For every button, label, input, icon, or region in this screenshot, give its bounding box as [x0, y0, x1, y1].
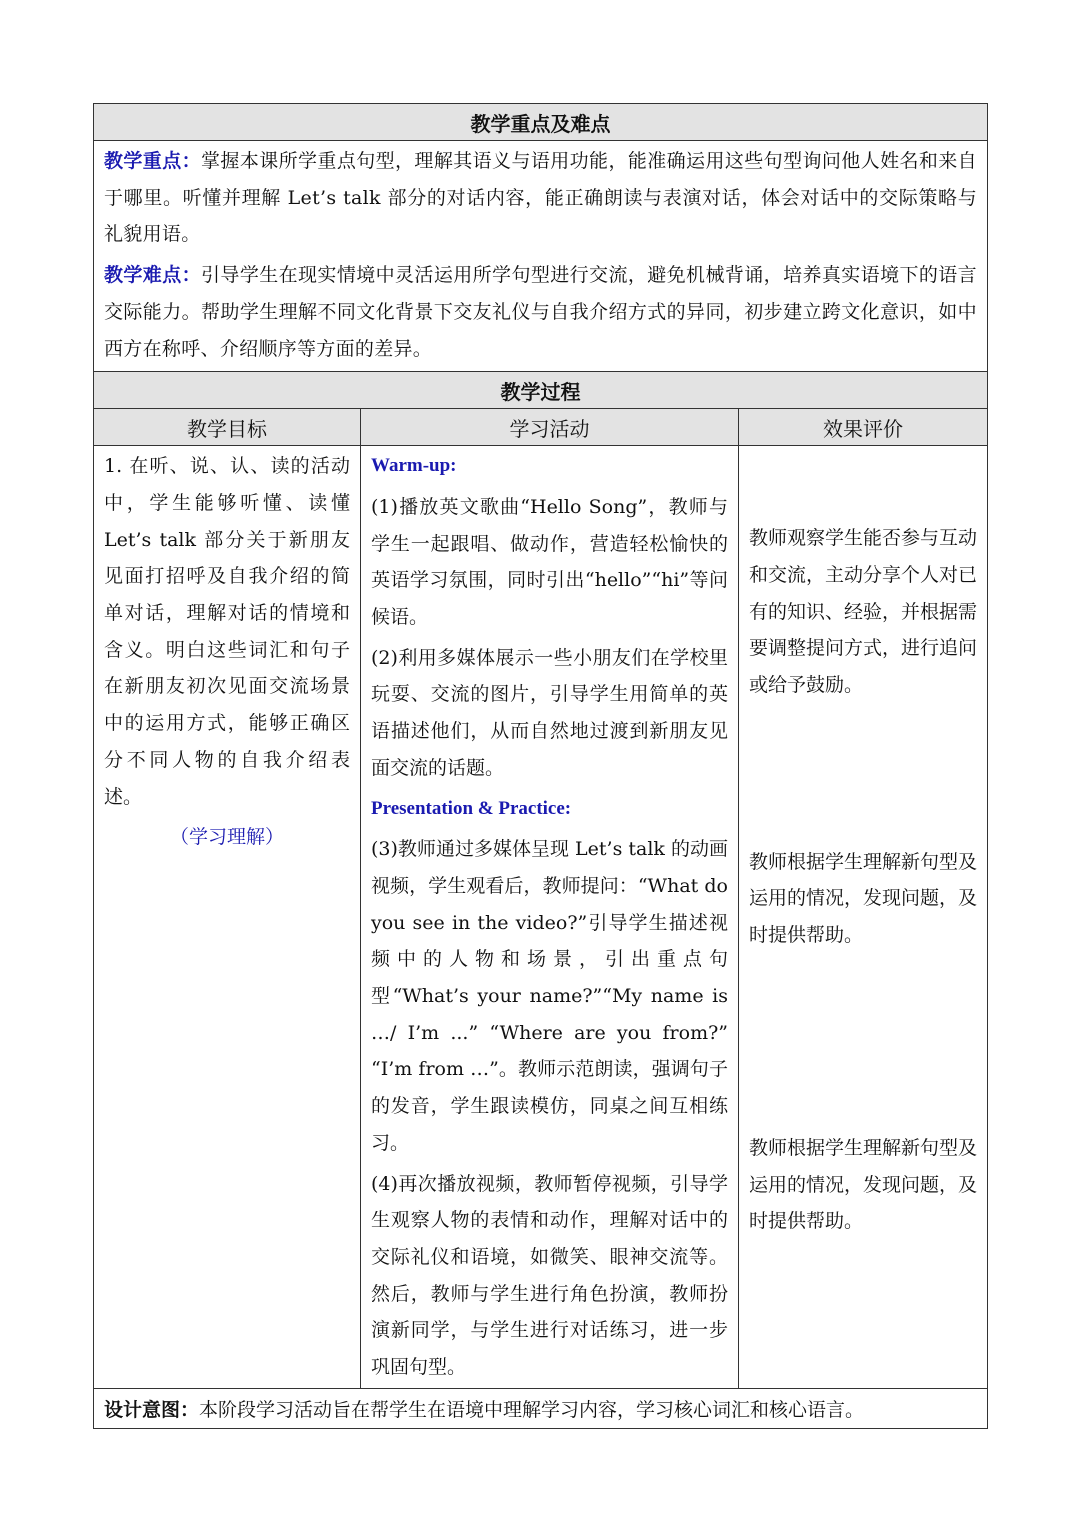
presentation-heading: Presentation & Practice: — [371, 797, 572, 819]
activity-1: (1)播放英文歌曲“Hello Song”，教师与学生一起跟唱、做动作，营造轻松愉快的英语学习氛围，同时引出“hello”“hi”等问候语。 — [371, 495, 728, 629]
evaluation-1: 教师观察学生能否参与互动和交流，主动分享个人对已有的知识、经验，并根据需要调整提问方式，进行追问或给予鼓励。 — [749, 527, 978, 697]
design-intent-label: 设计意图： — [104, 1398, 200, 1421]
activity-cell — [361, 446, 739, 1389]
objective-text: 1. 在听、说、认、读的活动中，学生能够听懂、读懂 Let’s talk 部分关于新朋友见面打招呼及自我介绍的简单对话，理解对话的情境和含义。明白这些词汇和句子在新朋友初次见面交流场景中的运用方式，能够正确区分不同人物的自我介绍表述。 — [104, 455, 350, 808]
objective-cell — [94, 446, 361, 1389]
difficulty-paragraph — [94, 257, 987, 371]
column-header-evaluation: 效果评价 — [739, 409, 988, 446]
difficulty-label: 教学难点： — [104, 264, 202, 287]
difficulty-text: 引导学生在现实情境中灵活运用所学句型进行交流，避免机械背诵，培养真实语境下的语言交际能力。帮助学生理解不同文化背景下交友礼仪与自我介绍方式的异同，初步建立跨文化意识，如中西方在称呼、介绍顺序等方面的差异。 — [104, 264, 977, 360]
key-point-text: 掌握本课所学重点句型，理解其语义与语用功能，能准确运用这些句型询问他人姓名和来自于哪里。听懂并理解 Let’s talk 部分的对话内容，能正确朗读与表演对话，体会对话中的交际策略与礼貌用语。 — [104, 150, 977, 246]
objective-tag: （学习理解） — [169, 826, 284, 849]
column-header-activity: 学习活动 — [361, 409, 739, 446]
evaluation-cell — [739, 446, 988, 1389]
section-title-process: 教学过程 — [94, 372, 988, 409]
evaluation-3: 教师根据学生理解新句型及运用的情况，发现问题，及时提供帮助。 — [749, 1136, 978, 1233]
activity-2: (2)利用多媒体展示一些小朋友们在学校里玩耍、交流的图片，引导学生用简单的英语描述他们，从而自然地过渡到新朋友见面交流的话题。 — [371, 646, 728, 779]
design-intent-cell — [94, 1388, 988, 1428]
column-header-objective: 教学目标 — [94, 409, 361, 446]
key-point-paragraph — [94, 141, 987, 257]
key-point-label: 教学重点： — [104, 150, 202, 172]
warmup-heading: Warm-up: — [371, 455, 457, 477]
key-points-cell — [94, 141, 988, 372]
lesson-plan-table — [93, 103, 988, 1429]
design-intent-text: 本阶段学习活动旨在帮学生在语境中理解学习内容，学习核心词汇和核心语言。 — [199, 1398, 865, 1421]
activity-4: (4)再次播放视频，教师暂停视频，引导学生观察人物的表情和动作，理解对话中的交际礼仪和语境，如微笑、眼神交流等。然后，教师与学生进行角色扮演，教师扮演新同学，与学生进行对话练习，进一步巩固句型。 — [371, 1172, 728, 1379]
evaluation-2: 教师根据学生理解新句型及运用的情况，发现问题，及时提供帮助。 — [749, 850, 978, 947]
activity-3: (3)教师通过多媒体呈现 Let’s talk 的动画视频，学生观看后，教师提问：“What do you see in the video?”引导学生描述视频中的人物和场景，引出重点句型“What’s your name?”“My name is …/ I’m ...” “Where are you from?” “I’m from …”。教师示范朗读，强调句子的发音，学生跟读模仿，同桌之间互相练习。 — [371, 838, 728, 1154]
section-title-key-points: 教学重点及难点 — [94, 104, 988, 141]
